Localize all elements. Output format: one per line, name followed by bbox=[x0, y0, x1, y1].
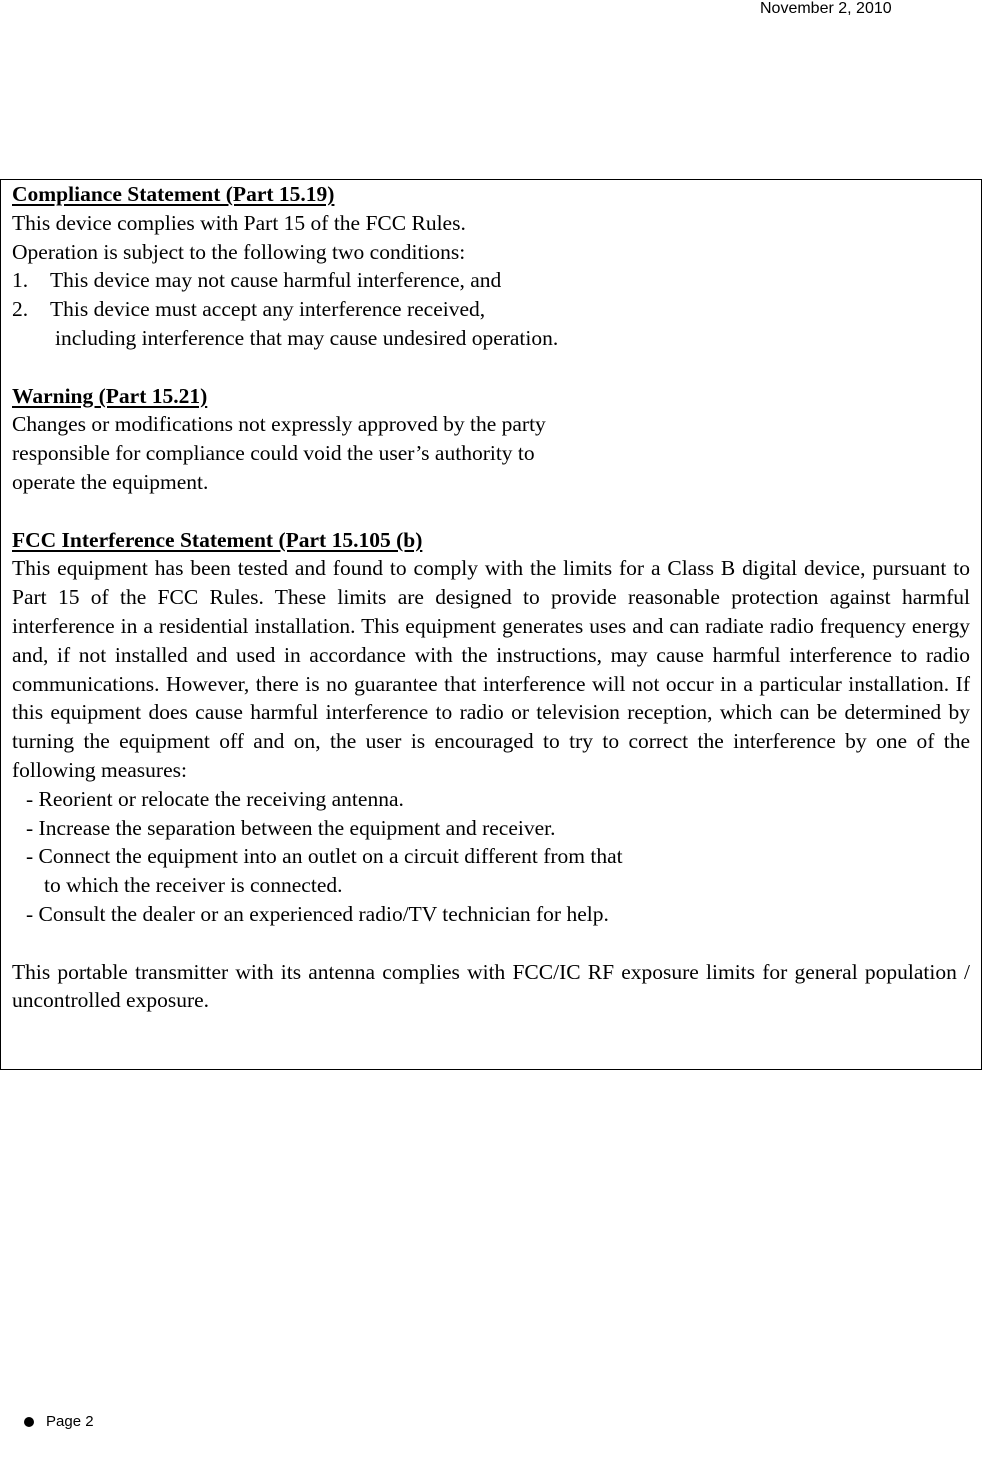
fcc-measure-4: - Consult the dealer or an experienced radio/TV technician for help. bbox=[26, 901, 609, 926]
spacer bbox=[12, 353, 970, 382]
fcc-measure-1: - Reorient or relocate the receiving antenna. bbox=[26, 786, 404, 811]
fcc-measure-2: - Increase the separation between the equipment and receiver. bbox=[26, 815, 556, 840]
compliance-line-1: This device complies with Part 15 of the FCC Rules. bbox=[12, 210, 466, 235]
warning-line-3: operate the equipment. bbox=[12, 469, 209, 494]
bullet-dot-icon bbox=[24, 1417, 34, 1427]
compliance-heading: Compliance Statement (Part 15.19) bbox=[12, 182, 335, 206]
compliance-line-2: Operation is subject to the following two conditions: bbox=[12, 239, 466, 264]
compliance-item-number: 2. bbox=[12, 297, 29, 322]
compliance-item-2-continuation: including interference that may cause undesired operation. bbox=[55, 325, 559, 350]
rf-exposure-paragraph: This portable transmitter with its antenna complies with FCC/IC RF exposure limits for general population / uncontrolled exposure. bbox=[12, 959, 970, 1013]
spacer bbox=[12, 497, 970, 526]
spacer bbox=[12, 929, 970, 958]
compliance-item-text: This device must accept any interference received, bbox=[50, 297, 486, 322]
fcc-measure-3: - Connect the equipment into an outlet on a circuit different from that bbox=[26, 844, 623, 869]
compliance-item-1 bbox=[12, 266, 970, 295]
compliance-item-number: 1. bbox=[12, 268, 29, 293]
compliance-item-text: This device may not cause harmful interference, and bbox=[50, 268, 502, 293]
warning-line-1: Changes or modifications not expressly approved by the party bbox=[12, 412, 546, 437]
statement-content bbox=[12, 180, 970, 1015]
fcc-paragraph: This equipment has been tested and found to comply with the limits for a Class B digital device, pursuant to Part 15 of the FCC Rules. These limits are designed to provide reasonable protection against harmful interference in a residential installation. This equipment generates uses and can radiate radio frequency energy and, if not installed and used in accordance with the instructions, may cause harmful interference to radio communications. However, there is no guarantee that interference will not occur in a particular installation. If this equipment does cause harmful interference to radio or television reception, which can be determined by turning the equipment off and on, the user is encouraged to try to correct the interference by one of the following measures: bbox=[12, 556, 970, 782]
fcc-heading: FCC Interference Statement (Part 15.105 (b) bbox=[12, 527, 423, 552]
header-date: November 2, 2010 bbox=[760, 0, 892, 17]
warning-line-2: responsible for compliance could void the user’s authority to bbox=[12, 441, 535, 466]
fcc-measure-3-continuation: to which the receiver is connected. bbox=[44, 873, 343, 898]
page-footer bbox=[24, 1412, 94, 1432]
page-number: Page 2 bbox=[46, 1413, 94, 1430]
warning-heading: Warning (Part 15.21) bbox=[12, 383, 208, 408]
compliance-item-2 bbox=[12, 295, 970, 324]
